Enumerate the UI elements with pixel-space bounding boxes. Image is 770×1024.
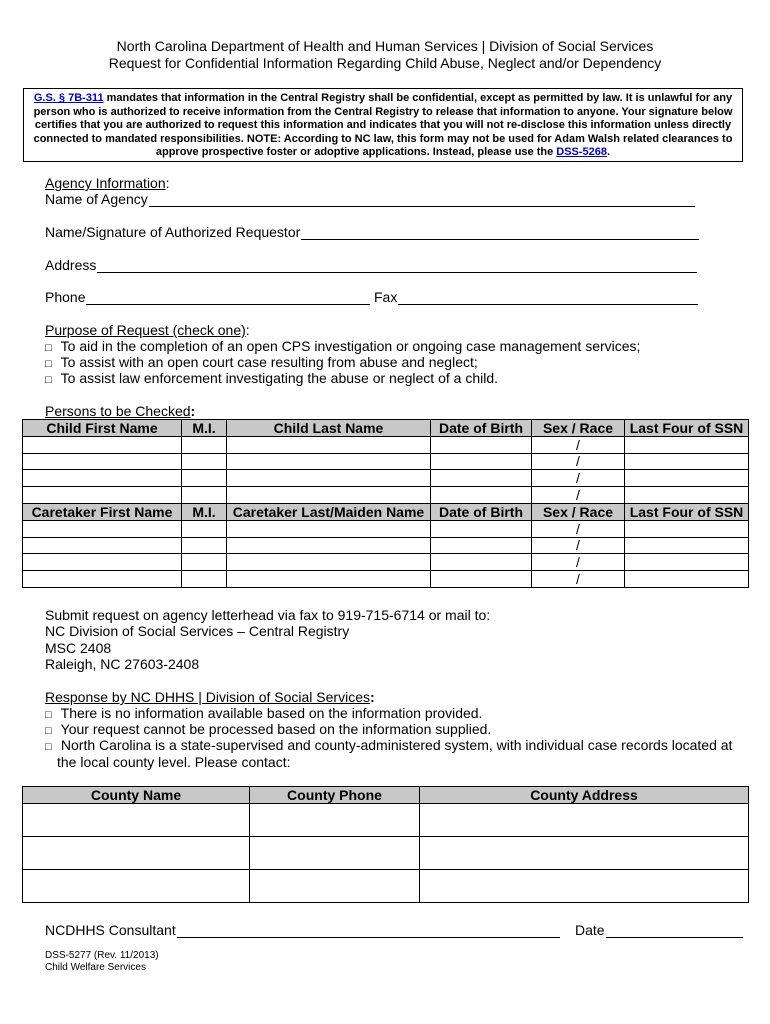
cell-input[interactable] (23, 554, 182, 571)
cell-input[interactable] (227, 537, 431, 554)
cell-input[interactable] (420, 837, 749, 870)
cell-input[interactable] (625, 470, 749, 487)
cell-input[interactable] (182, 453, 227, 470)
county-row (23, 870, 749, 903)
checkbox-icon[interactable]: □ (45, 725, 52, 737)
cell-input[interactable] (431, 453, 532, 470)
notice-end: . (607, 146, 611, 159)
col-mi: M.I. (182, 503, 227, 520)
cell-sex-race[interactable]: / (532, 470, 625, 487)
date-label: Date (575, 922, 605, 938)
submit-line-1: Submit request on agency letterhead via fax to 919-715-6714 or mail to: (45, 607, 491, 623)
form-title-line-1: North Carolina Department of Health and Human Services | Division of Social Services (116, 38, 654, 54)
agency-name-label: Name of Agency (45, 191, 148, 207)
cell-input[interactable] (431, 487, 532, 504)
form-number: DSS-5277 (Rev. 11/2013) (45, 950, 159, 961)
date-field[interactable] (575, 922, 743, 938)
cell-sex-race[interactable]: / (532, 537, 625, 554)
checkbox-icon[interactable]: □ (45, 358, 52, 370)
form-title-line-2: Request for Confidential Information Regarding Child Abuse, Neglect and/or Dependency (108, 55, 662, 71)
caretaker-row (23, 537, 749, 554)
col-county-phone: County Phone (250, 787, 420, 804)
cell-input[interactable] (182, 470, 227, 487)
requestor-label: Name/Signature of Authorized Requestor (45, 224, 301, 240)
caretaker-row (23, 571, 749, 588)
checkbox-icon[interactable]: □ (45, 342, 52, 354)
purpose-heading: Purpose of Request (check one): (45, 322, 250, 338)
col-ssn: Last Four of SSN (625, 503, 749, 520)
county-header-row (23, 787, 749, 804)
county-row (23, 837, 749, 870)
purpose-option-cps[interactable]: □ To aid in the completion of an open CPS investigation or ongoing case management services; (45, 338, 640, 357)
cell-input[interactable] (431, 554, 532, 571)
cell-input[interactable] (23, 487, 182, 504)
col-county-name: County Name (23, 787, 250, 804)
cell-sex-race[interactable]: / (532, 436, 625, 453)
cell-input[interactable] (431, 537, 532, 554)
cell-input[interactable] (23, 537, 182, 554)
cell-input[interactable] (182, 520, 227, 537)
cell-sex-race[interactable]: / (532, 571, 625, 588)
address-label: Address (45, 257, 97, 273)
date-line[interactable] (606, 924, 743, 938)
consultant-label: NCDHHS Consultant (45, 922, 176, 938)
cell-input[interactable] (23, 837, 250, 870)
persons-heading: Persons to be Checked: (45, 403, 196, 419)
cell-input[interactable] (420, 870, 749, 903)
fax-label: Fax (374, 289, 398, 305)
phone-field[interactable] (45, 289, 370, 305)
cell-input[interactable] (23, 870, 250, 903)
cell-input[interactable] (431, 520, 532, 537)
cell-input[interactable] (23, 453, 182, 470)
cell-sex-race[interactable]: / (532, 554, 625, 571)
submit-line-2: NC Division of Social Services – Central Registry (45, 623, 350, 640)
col-county-address: County Address (420, 787, 749, 804)
caretaker-row (23, 554, 749, 571)
address-field[interactable] (45, 257, 697, 273)
checkbox-icon[interactable]: □ (45, 709, 52, 721)
persons-table (22, 419, 749, 588)
response-option-no-info[interactable]: □ There is no information available based on the information provided. (45, 705, 482, 724)
caretaker-header-row (23, 503, 749, 520)
checkbox-icon[interactable]: □ (45, 374, 52, 386)
col-date-of-birth: Date of Birth (431, 503, 532, 520)
child-row (23, 470, 749, 487)
checkbox-icon[interactable]: □ (45, 741, 52, 753)
cell-input[interactable] (625, 453, 749, 470)
cell-input[interactable] (250, 804, 420, 837)
cell-input[interactable] (227, 554, 431, 571)
cell-sex-race[interactable]: / (532, 520, 625, 537)
consultant-line[interactable] (177, 924, 560, 938)
cell-input[interactable] (23, 520, 182, 537)
requestor-line[interactable] (301, 226, 699, 240)
response-heading: Response by NC DHHS | Division of Social Services: (45, 689, 375, 705)
col-sex-race: Sex / Race (532, 503, 625, 520)
submit-instructions (45, 607, 490, 673)
cell-input[interactable] (227, 453, 431, 470)
purpose-option-court[interactable]: □ To assist with an open court case resulting from abuse and neglect; (45, 354, 478, 373)
submit-line-3: MSC 2408 (45, 639, 112, 656)
cell-input[interactable] (625, 537, 749, 554)
confidentiality-notice (23, 88, 743, 162)
cell-sex-race[interactable]: / (532, 453, 625, 470)
fax-line[interactable] (398, 291, 698, 305)
cell-input[interactable] (227, 487, 431, 504)
child-row (23, 436, 749, 453)
county-table (22, 786, 749, 903)
cell-input[interactable] (182, 436, 227, 453)
agency-name-field[interactable] (45, 191, 695, 207)
cell-input[interactable] (250, 837, 420, 870)
agency-name-line[interactable] (149, 193, 695, 207)
phone-line[interactable] (86, 291, 370, 305)
cell-input[interactable] (227, 571, 431, 588)
cell-input[interactable] (625, 571, 749, 588)
child-row (23, 487, 749, 504)
county-row (23, 804, 749, 837)
cell-input[interactable] (23, 571, 182, 588)
dss-5268-link[interactable]: DSS-5268 (556, 146, 608, 159)
cell-input[interactable] (250, 870, 420, 903)
cell-input[interactable] (431, 470, 532, 487)
cell-input[interactable] (625, 520, 749, 537)
cell-input[interactable] (182, 554, 227, 571)
cell-input[interactable] (23, 804, 250, 837)
cell-input[interactable] (431, 436, 532, 453)
cell-input[interactable] (182, 537, 227, 554)
cell-input[interactable] (431, 571, 532, 588)
col-child-first-name: Child First Name (23, 420, 182, 437)
cell-input[interactable] (227, 470, 431, 487)
cell-sex-race[interactable]: / (532, 487, 625, 504)
child-header-row (23, 420, 749, 437)
cell-input[interactable] (227, 520, 431, 537)
col-sex-race: Sex / Race (532, 420, 625, 437)
phone-label: Phone (45, 289, 86, 305)
purpose-option-law-enforcement[interactable]: □ To assist law enforcement investigating the abuse or neglect of a child. (45, 370, 498, 389)
cell-input[interactable] (420, 804, 749, 837)
cell-input[interactable] (182, 487, 227, 504)
col-caretaker-first-name: Caretaker First Name (23, 503, 182, 520)
statute-link[interactable]: G.S. § 7B-311 (33, 92, 104, 104)
address-line[interactable] (97, 259, 697, 273)
submit-line-4: Raleigh, NC 27603-2408 (45, 656, 200, 673)
cell-input[interactable] (182, 571, 227, 588)
caretaker-row (23, 520, 749, 537)
response-continuation: the local county level. Please contact: (57, 754, 291, 770)
agency-information-heading: Agency Information: (45, 175, 170, 191)
cell-input[interactable] (625, 487, 749, 504)
col-child-last-name: Child Last Name (227, 420, 431, 437)
cell-input[interactable] (625, 436, 749, 453)
response-option-cannot-process[interactable]: □ Your request cannot be processed based on the information supplied. (45, 721, 491, 740)
requestor-field[interactable] (45, 224, 699, 240)
fax-field[interactable] (374, 289, 698, 305)
notice-text: mandates that information in the Central Registry shall be confidential, except as permitted by law. It is unlawful for any person who is authorized to receive information from the Central Registry to release that information to anyone. Your signature below certifies that you are authorized to request this information and indicates that you will not re-disclose this information unless directly connected to mandated responsibilities. NOTE: According to NC law, this form may not be used for Adam Walsh related clearances to approve prospective foster or adoptive applications. Instead, please use the (33, 92, 733, 159)
child-row (23, 453, 749, 470)
col-caretaker-last-name: Caretaker Last/Maiden Name (227, 503, 431, 520)
col-mi: M.I. (182, 420, 227, 437)
cell-input[interactable] (23, 470, 182, 487)
col-ssn: Last Four of SSN (625, 420, 749, 437)
consultant-field[interactable] (45, 922, 560, 938)
division-name: Child Welfare Services (45, 962, 146, 973)
cell-input[interactable] (625, 554, 749, 571)
response-option-contact-county[interactable]: □ North Carolina is a state-supervised and county-administered system, with individual case records located at (45, 737, 732, 756)
cell-input[interactable] (227, 436, 431, 453)
col-date-of-birth: Date of Birth (431, 420, 532, 437)
cell-input[interactable] (23, 436, 182, 453)
